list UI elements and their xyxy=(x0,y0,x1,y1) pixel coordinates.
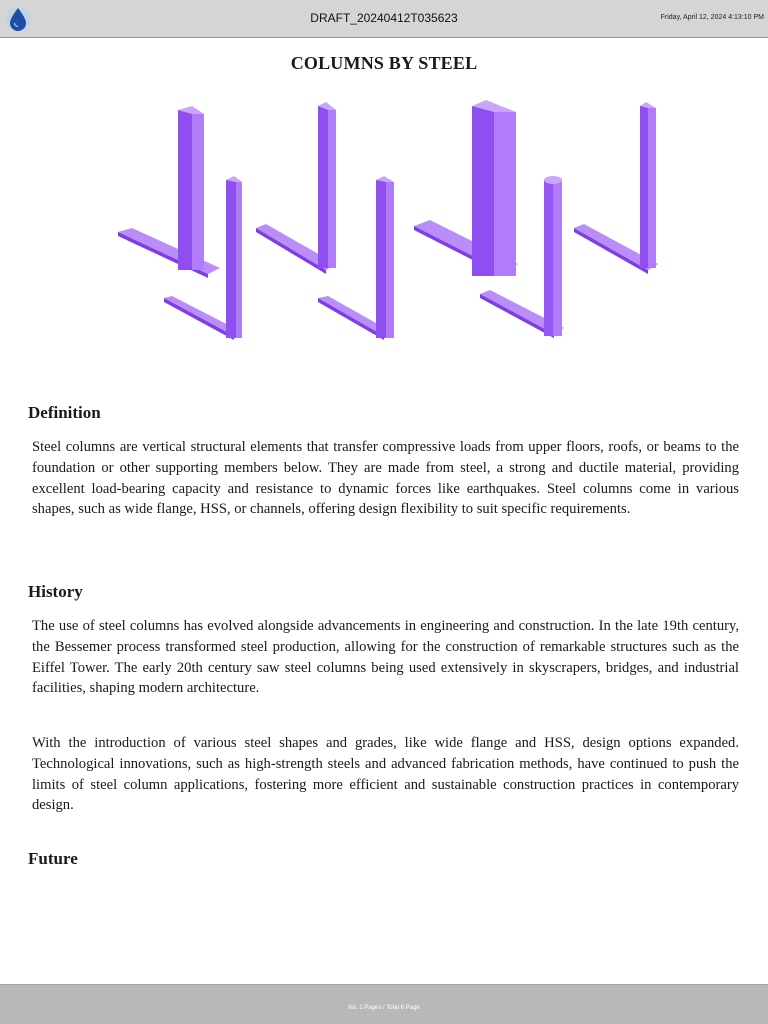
history-paragraph-1: The use of steel columns has evolved alongside advancements in engineering and construction. In the late 19th century, the Bessemer process transformed steel production, allowing for the construction of remarkable structures such as the Eiffel Tower. The early 20th century saw steel columns being used extensively in skyscrapers, bridges, and industrial facilities, shaping modern architecture. xyxy=(32,618,739,697)
angle-column-icon xyxy=(574,104,664,274)
page-title: COLUMNS BY STEEL xyxy=(290,53,478,73)
timestamp: Friday, April 12, 2024 4:13:10 PM xyxy=(660,14,764,21)
channel-column-icon xyxy=(164,176,254,346)
section-heading-future: Future xyxy=(28,849,78,868)
rectangular-hss-column-icon xyxy=(318,178,408,348)
definition-paragraph: Steel columns are vertical structural elements that transfer compressive loads from upper floors, roofs, or beams to the foundation or other supporting members below. They are made from steel, a strong and ductile material, providing excellent load-bearing capacity and resistance to dynamic forces like earthquakes. Steel columns come in various shapes, such as wide flange, HSS, or channels, offering design flexibility to suit specific requirements. xyxy=(32,439,739,518)
steel-columns-illustration xyxy=(100,98,680,348)
section-heading-history: History xyxy=(28,582,83,601)
history-paragraph-2: With the introduction of various steel shapes and grades, like wide flange and HSS, design options expanded. Technological innovations, such as high-strength steels and advanced fabrication methods, have continued to push the limits of steel column applications, fostering more efficient and sustainable construction practices in contemporary design. xyxy=(32,735,739,814)
page-counter: No. 1 Pages / Total 8 Page xyxy=(348,1005,420,1011)
round-pipe-column-icon xyxy=(480,174,570,344)
title-bar xyxy=(0,0,768,38)
page-footer xyxy=(0,984,768,1024)
document-name: DRAFT_20240412T035623 xyxy=(310,11,458,25)
section-heading-definition: Definition xyxy=(28,403,101,422)
